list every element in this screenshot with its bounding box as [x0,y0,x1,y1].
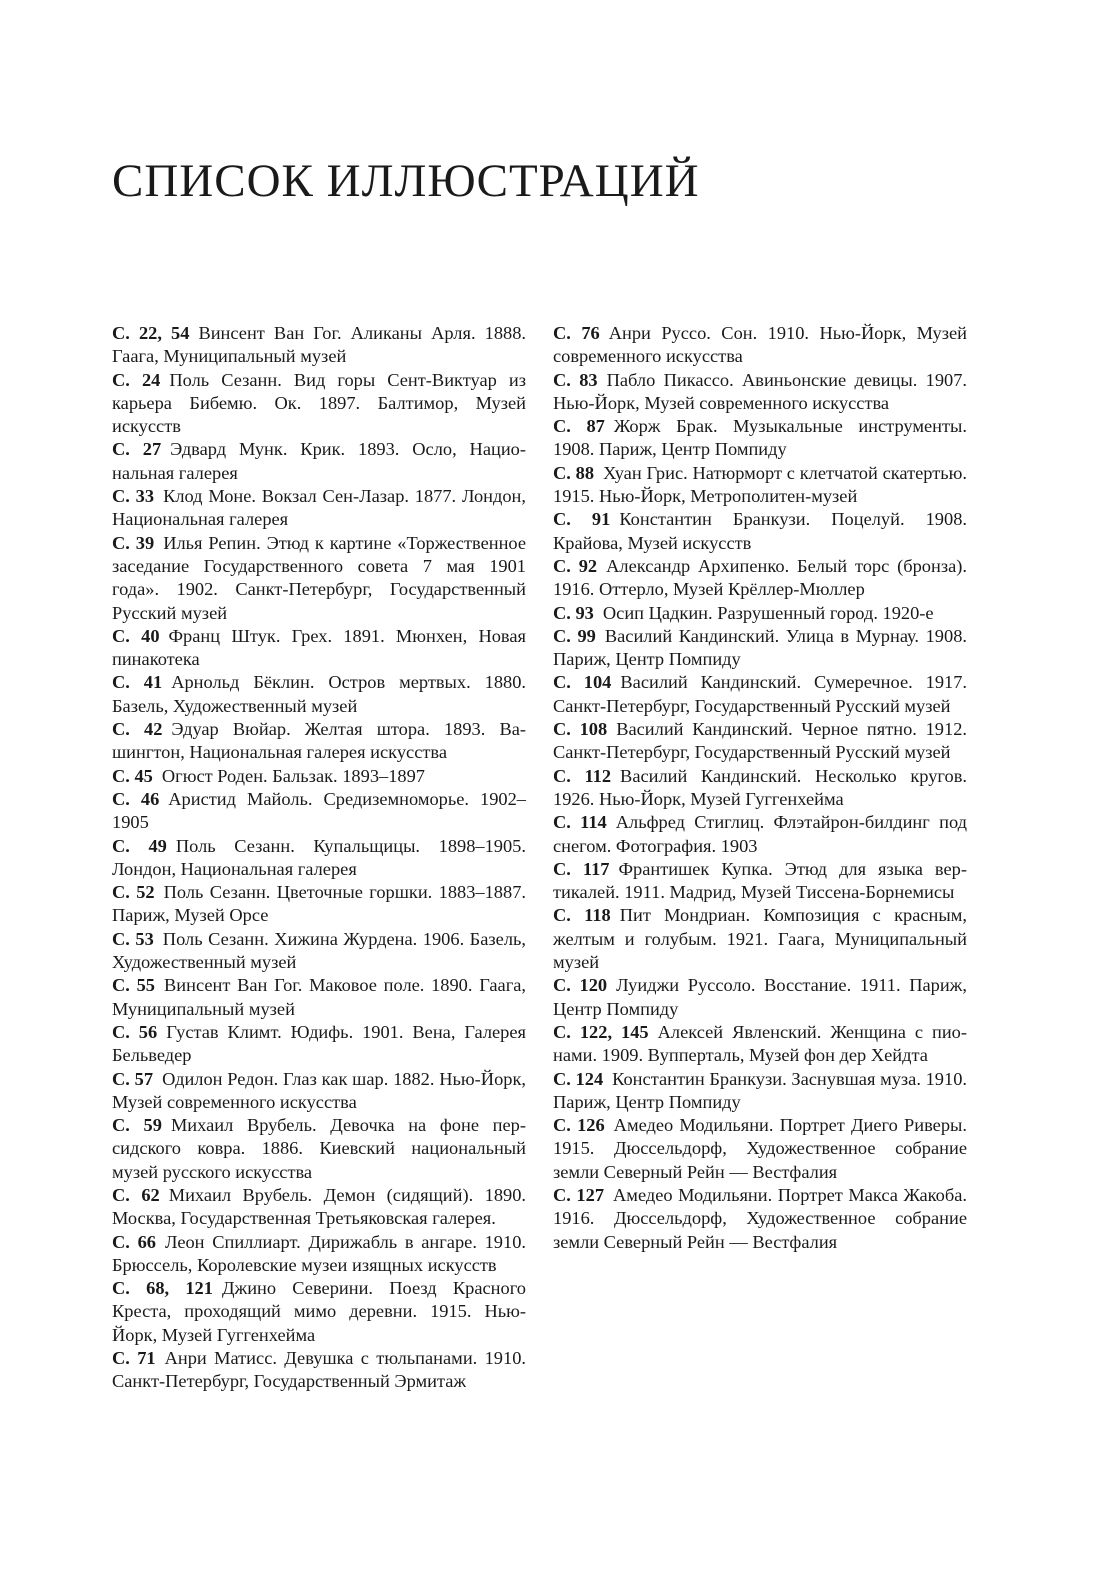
illustration-caption: Константин Бранкузи. Поцелуй. 1908. Крайова, Музей искусств [553,509,967,553]
list-item [553,858,967,905]
list-item [112,1184,526,1231]
page-reference: С. 45 [112,765,153,786]
illustration-caption: Константин Бранкузи. Заснувшая муза. 1910. Париж, Центр Помпиду [553,1068,967,1112]
illustrations-list-left [112,322,526,1394]
page-reference: С. 83 [553,369,598,390]
illustration-caption: Огюст Роден. Бальзак. 1893–1897 [161,765,425,786]
illustration-caption: Василий Кандинский. Сумеречное. 1917. Санкт-Петербург, Государственный Русский музей [553,672,967,716]
list-item [112,1021,526,1068]
illustration-caption: Джино Северини. Поезд Красного Креста, проходящий мимо деревни. 1915. Нью-Йорк, Музей Гуггенхейма [112,1278,526,1345]
illustration-caption: Одилон Редон. Глаз как шар. 1882. Нью-Йорк, Музей современного искусства [112,1068,526,1112]
list-item [112,1347,526,1394]
illustration-caption: Василий Кандинский. Улица в Мурнау. 1908. Париж, Центр Помпиду [553,625,967,670]
page-reference: С. 117 [553,858,610,879]
illustration-caption: Василий Кандинский. Несколько кругов. 1926. Нью-Йорк, Музей Гуггенхейма [553,765,967,809]
page-reference: С. 93 [553,602,594,623]
illustration-caption: Михаил Врубель. Девочка на фоне персидского ковра. 1886. Киевский национальный музей русского искусства [112,1115,526,1182]
page-reference: С. 127 [553,1184,605,1205]
page-reference: С. 49 [112,835,167,856]
list-item [553,1068,967,1115]
list-item [553,415,967,462]
page-reference: С. 88 [553,462,595,483]
list-item [553,369,967,416]
list-item [112,1277,526,1347]
page-reference: С. 104 [553,672,612,693]
page-reference: С. 33 [112,486,155,507]
list-item [553,671,967,718]
illustration-caption: Осип Цадкин. Разрушенный город. 1920-е [602,602,934,623]
illustration-caption: Альфред Стиглиц. Флэтайрон-билдинг под снегом. Фотография. 1903 [553,812,967,856]
list-item [553,718,967,765]
page-title: СПИСОК ИЛЛЮСТРАЦИЙ [112,155,700,207]
list-item [112,928,526,975]
illustration-caption: Василий Кандинский. Черное пятно. 1912. Санкт-Петербург, Государственный Русский музей [553,719,967,763]
page-reference: С. 56 [112,1021,158,1042]
page-reference: С. 62 [112,1184,160,1205]
illustration-caption: Луиджи Руссоло. Восстание. 1911. Париж, Центр Помпиду [553,975,967,1019]
list-item [112,788,526,835]
page-reference: С. 46 [112,788,160,809]
page-reference: С. 120 [553,975,608,996]
illustration-caption: Эдвард Мунк. Крик. 1893. Осло, Национальная галерея [112,439,526,483]
page-reference: С. 118 [553,905,611,926]
illustration-caption: Александр Архипенко. Белый торс (бронза). 1916. Оттерло, Музей Крёллер-Мюллер [553,555,967,600]
list-item [553,1021,967,1068]
illustration-caption: Илья Репин. Этюд к картине «Торжественное заседание Государственного совета 7 мая 1901 года». 1902. Санкт-Петербург, Государственный Русский музей [112,532,526,623]
illustration-caption: Поль Сезанн. Хижина Журдена. 1906. Базель, Художественный музей [112,928,526,973]
list-item [553,974,967,1021]
page-reference: С. 126 [553,1115,605,1136]
illustration-caption: Поль Сезанн. Цветочные горшки. 1883–1887. Париж, Музей Орсе [112,882,526,926]
page-reference: С. 108 [553,719,608,740]
list-item [553,1184,967,1254]
list-item [112,765,526,788]
illustration-caption: Франтишек Купка. Этюд для языка вертикалей. 1911. Мадрид, Музей Тиссена-Борнемисы [553,858,967,903]
list-item [112,625,526,672]
page-reference: С. 122, 145 [553,1021,649,1042]
list-item [112,1068,526,1115]
page-reference: С. 68, 121 [112,1278,213,1299]
list-item [553,555,967,602]
page-reference: С. 87 [553,416,605,437]
page-reference: С. 40 [112,625,160,646]
page-reference: С. 27 [112,439,162,460]
illustration-caption: Леон Спиллиарт. Дирижабль в ангаре. 1910. Брюссель, Королевские музеи изящных искусств [112,1231,526,1275]
page-reference: С. 99 [553,625,596,646]
list-item [112,835,526,882]
illustration-caption: Пит Мондриан. Композиция с красным, желтым и голубым. 1921. Гаага, Муниципальный музей [553,905,967,973]
page-reference: С. 24 [112,369,161,390]
list-item [112,322,526,369]
list-item [112,438,526,485]
list-item [553,508,967,555]
list-item [112,1231,526,1278]
illustration-caption: Амедео Модильяни. Портрет Диего Риверы. 1915. Дюссельдорф, Художественное собрание земли Северный Рейн — Вестфалия [553,1115,967,1182]
illustration-caption: Пабло Пикассо. Авиньонские девицы. 1907. Нью-Йорк, Музей современного искусства [553,369,968,413]
illustration-caption: Амедео Модильяни. Портрет Макса Жакоба. 1916. Дюссельдорф, Художественное собрание земли Северный Рейн — Вестфалия [553,1184,967,1252]
list-item [112,1114,526,1184]
page-reference: С. 53 [112,928,154,949]
page-reference: С. 41 [112,672,163,693]
list-item [112,671,526,718]
illustration-caption: Винсент Ван Гог. Аликаны Арля. 1888. Гаага, Муниципальный музей [112,323,527,367]
list-item [553,765,967,812]
page-reference: С. 59 [112,1115,162,1136]
list-item [553,904,967,974]
page-reference: С. 71 [112,1348,156,1369]
page-reference: С. 42 [112,719,163,740]
illustration-caption: Густав Климт. Юдифь. 1901. Вена, Галерея Бельведер [112,1021,526,1066]
page-reference: С. 114 [553,812,607,833]
illustrations-list-right [553,322,967,1254]
page-reference: С. 124 [553,1068,604,1089]
illustration-caption: Арнольд Бёклин. Остров мертвых. 1880. Базель, Художественный музей [112,672,526,716]
list-item [112,718,526,765]
illustration-caption: Поль Сезанн. Купальщицы. 1898–1905. Лондон, Национальная галерея [112,835,526,879]
page-reference: С. 52 [112,882,155,903]
illustration-caption: Винсент Ван Гог. Маковое поле. 1890. Гаага, Муниципальный музей [112,975,526,1019]
illustration-caption: Аристид Майоль. Средиземноморье. 1902–1905 [112,788,526,833]
illustration-caption: Хуан Грис. Натюрморт с клетчатой скатертью. 1915. Нью-Йорк, Метрополитен-музей [553,462,967,507]
list-item [553,625,967,672]
list-item [553,1114,967,1184]
page-reference: С. 57 [112,1068,154,1089]
illustration-caption: Эдуар Вюйар. Желтая штора. 1893. Вашингтон, Национальная галерея искусства [112,719,526,763]
page-reference: С. 91 [553,509,611,530]
list-item [553,602,967,625]
list-item [553,462,967,509]
illustration-caption: Клод Моне. Вокзал Сен-Лазар. 1877. Лондон, Национальная галерея [112,486,526,530]
illustration-caption: Михаил Врубель. Демон (сидящий). 1890. Москва, Государственная Третьяковская галерея. [112,1184,526,1229]
list-item [553,322,967,369]
list-item [112,485,526,532]
illustration-caption: Жорж Брак. Музыкальные инструменты. 1908. Париж, Центр Помпиду [553,416,967,460]
list-item [112,974,526,1021]
illustration-caption: Анри Руссо. Сон. 1910. Нью-Йорк, Музей современного искусства [553,323,967,367]
list-item [553,811,967,858]
list-item [112,369,526,439]
illustration-caption: Поль Сезанн. Вид горы Сент-Виктуар из карьера Бибемю. Ок. 1897. Балтимор, Музей искусств [112,369,527,437]
list-item [112,532,526,625]
page-reference: С. 112 [553,765,612,786]
illustration-caption: Алексей Явленский. Женщина с пионами. 1909. Вупперталь, Музей фон дер Хейдта [553,1021,968,1066]
page-reference: С. 55 [112,975,155,996]
illustration-caption: Анри Матисс. Девушка с тюльпанами. 1910. Санкт-Петербург, Государственный Эрмитаж [112,1348,526,1392]
page-reference: С. 66 [112,1231,156,1252]
illustration-caption: Франц Штук. Грех. 1891. Мюнхен, Новая пинакотека [112,625,526,670]
list-item [112,881,526,928]
page-reference: С. 76 [553,323,600,343]
page-reference: С. 39 [112,532,155,553]
page-reference: С. 92 [553,555,598,576]
page-reference: С. 22, 54 [112,323,190,343]
